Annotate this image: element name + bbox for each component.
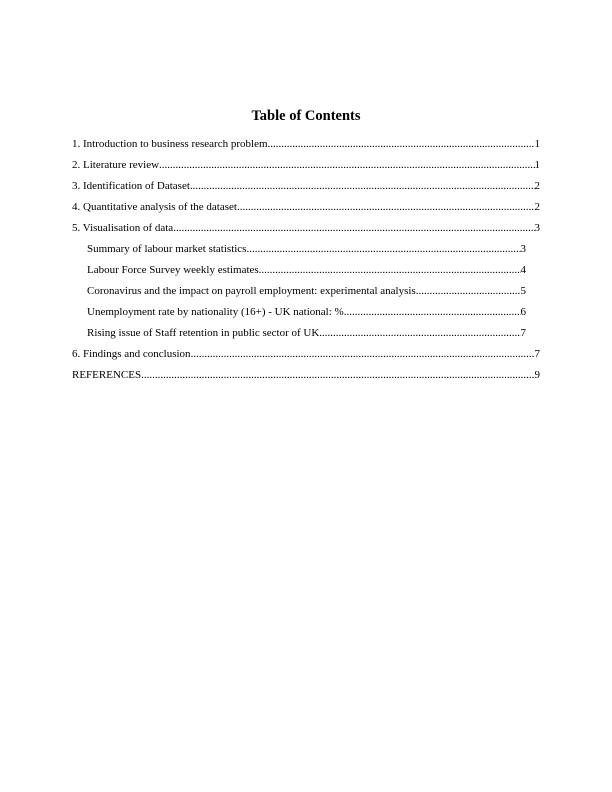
toc-entry-label: Rising issue of Staff retention in public sector of UK — [87, 327, 320, 339]
toc-entry-label: Labour Force Survey weekly estimates — [87, 264, 259, 276]
toc-dot-leader — [319, 326, 520, 340]
toc-dot-leader — [268, 137, 535, 151]
toc-entry-label: Coronavirus and the impact on payroll employment: experimental analysis — [87, 285, 416, 297]
toc-entry-page: 7 — [534, 348, 540, 360]
toc-entry-label: 1. Introduction to business research problem — [72, 138, 268, 150]
toc-entry-label: 6. Findings and conclusion — [72, 348, 191, 360]
toc-entry-label: 3. Identification of Dataset — [72, 180, 190, 192]
toc-dot-leader — [191, 347, 535, 361]
toc-dot-leader — [190, 179, 535, 193]
toc-entry[interactable] — [87, 284, 526, 298]
toc-dot-leader — [259, 263, 521, 277]
toc-entry-label: 5. Visualisation of data — [72, 222, 174, 234]
toc-entry-page: 1 — [534, 159, 540, 171]
toc-entry-page: 7 — [520, 327, 526, 339]
toc-entry-page: 4 — [520, 264, 526, 276]
toc-entry-page: 2 — [534, 201, 540, 213]
toc-entry-label: Unemployment rate by nationality (16+) - UK national: % — [87, 306, 344, 318]
toc-entry[interactable] — [72, 347, 540, 361]
toc-entry-page: 6 — [520, 306, 526, 318]
toc-entry[interactable] — [72, 158, 540, 172]
toc-entry[interactable] — [87, 242, 526, 256]
toc-dot-leader — [344, 305, 521, 319]
toc-entry-label: Summary of labour market statistics — [87, 243, 247, 255]
toc-entry-page: 3 — [520, 243, 526, 255]
toc-entry-label: REFERENCES — [72, 369, 142, 381]
toc-entry-page: 9 — [534, 369, 540, 381]
toc-entry[interactable] — [72, 137, 540, 151]
toc-title: Table of Contents — [251, 108, 361, 124]
toc-entry[interactable] — [72, 368, 540, 382]
toc-entry-page: 2 — [534, 180, 540, 192]
toc-dot-leader — [173, 221, 534, 235]
toc-dot-leader — [141, 368, 534, 382]
toc-entry[interactable] — [72, 179, 540, 193]
toc-entry-page: 3 — [534, 222, 540, 234]
toc-entry[interactable] — [87, 326, 526, 340]
toc-entry-label: 4. Quantitative analysis of the dataset — [72, 201, 237, 213]
toc-dot-leader — [237, 200, 535, 214]
toc-entry[interactable] — [72, 200, 540, 214]
toc-dot-leader — [159, 158, 534, 172]
toc-entry-page: 1 — [534, 138, 540, 150]
toc-dot-leader — [246, 242, 520, 256]
toc-entry[interactable] — [87, 305, 526, 319]
toc-entry-label: 2. Literature review — [72, 159, 160, 171]
toc-entry[interactable] — [87, 263, 526, 277]
toc-entry[interactable] — [72, 221, 540, 235]
toc-entry-page: 5 — [520, 285, 526, 297]
toc-dot-leader — [416, 284, 521, 298]
